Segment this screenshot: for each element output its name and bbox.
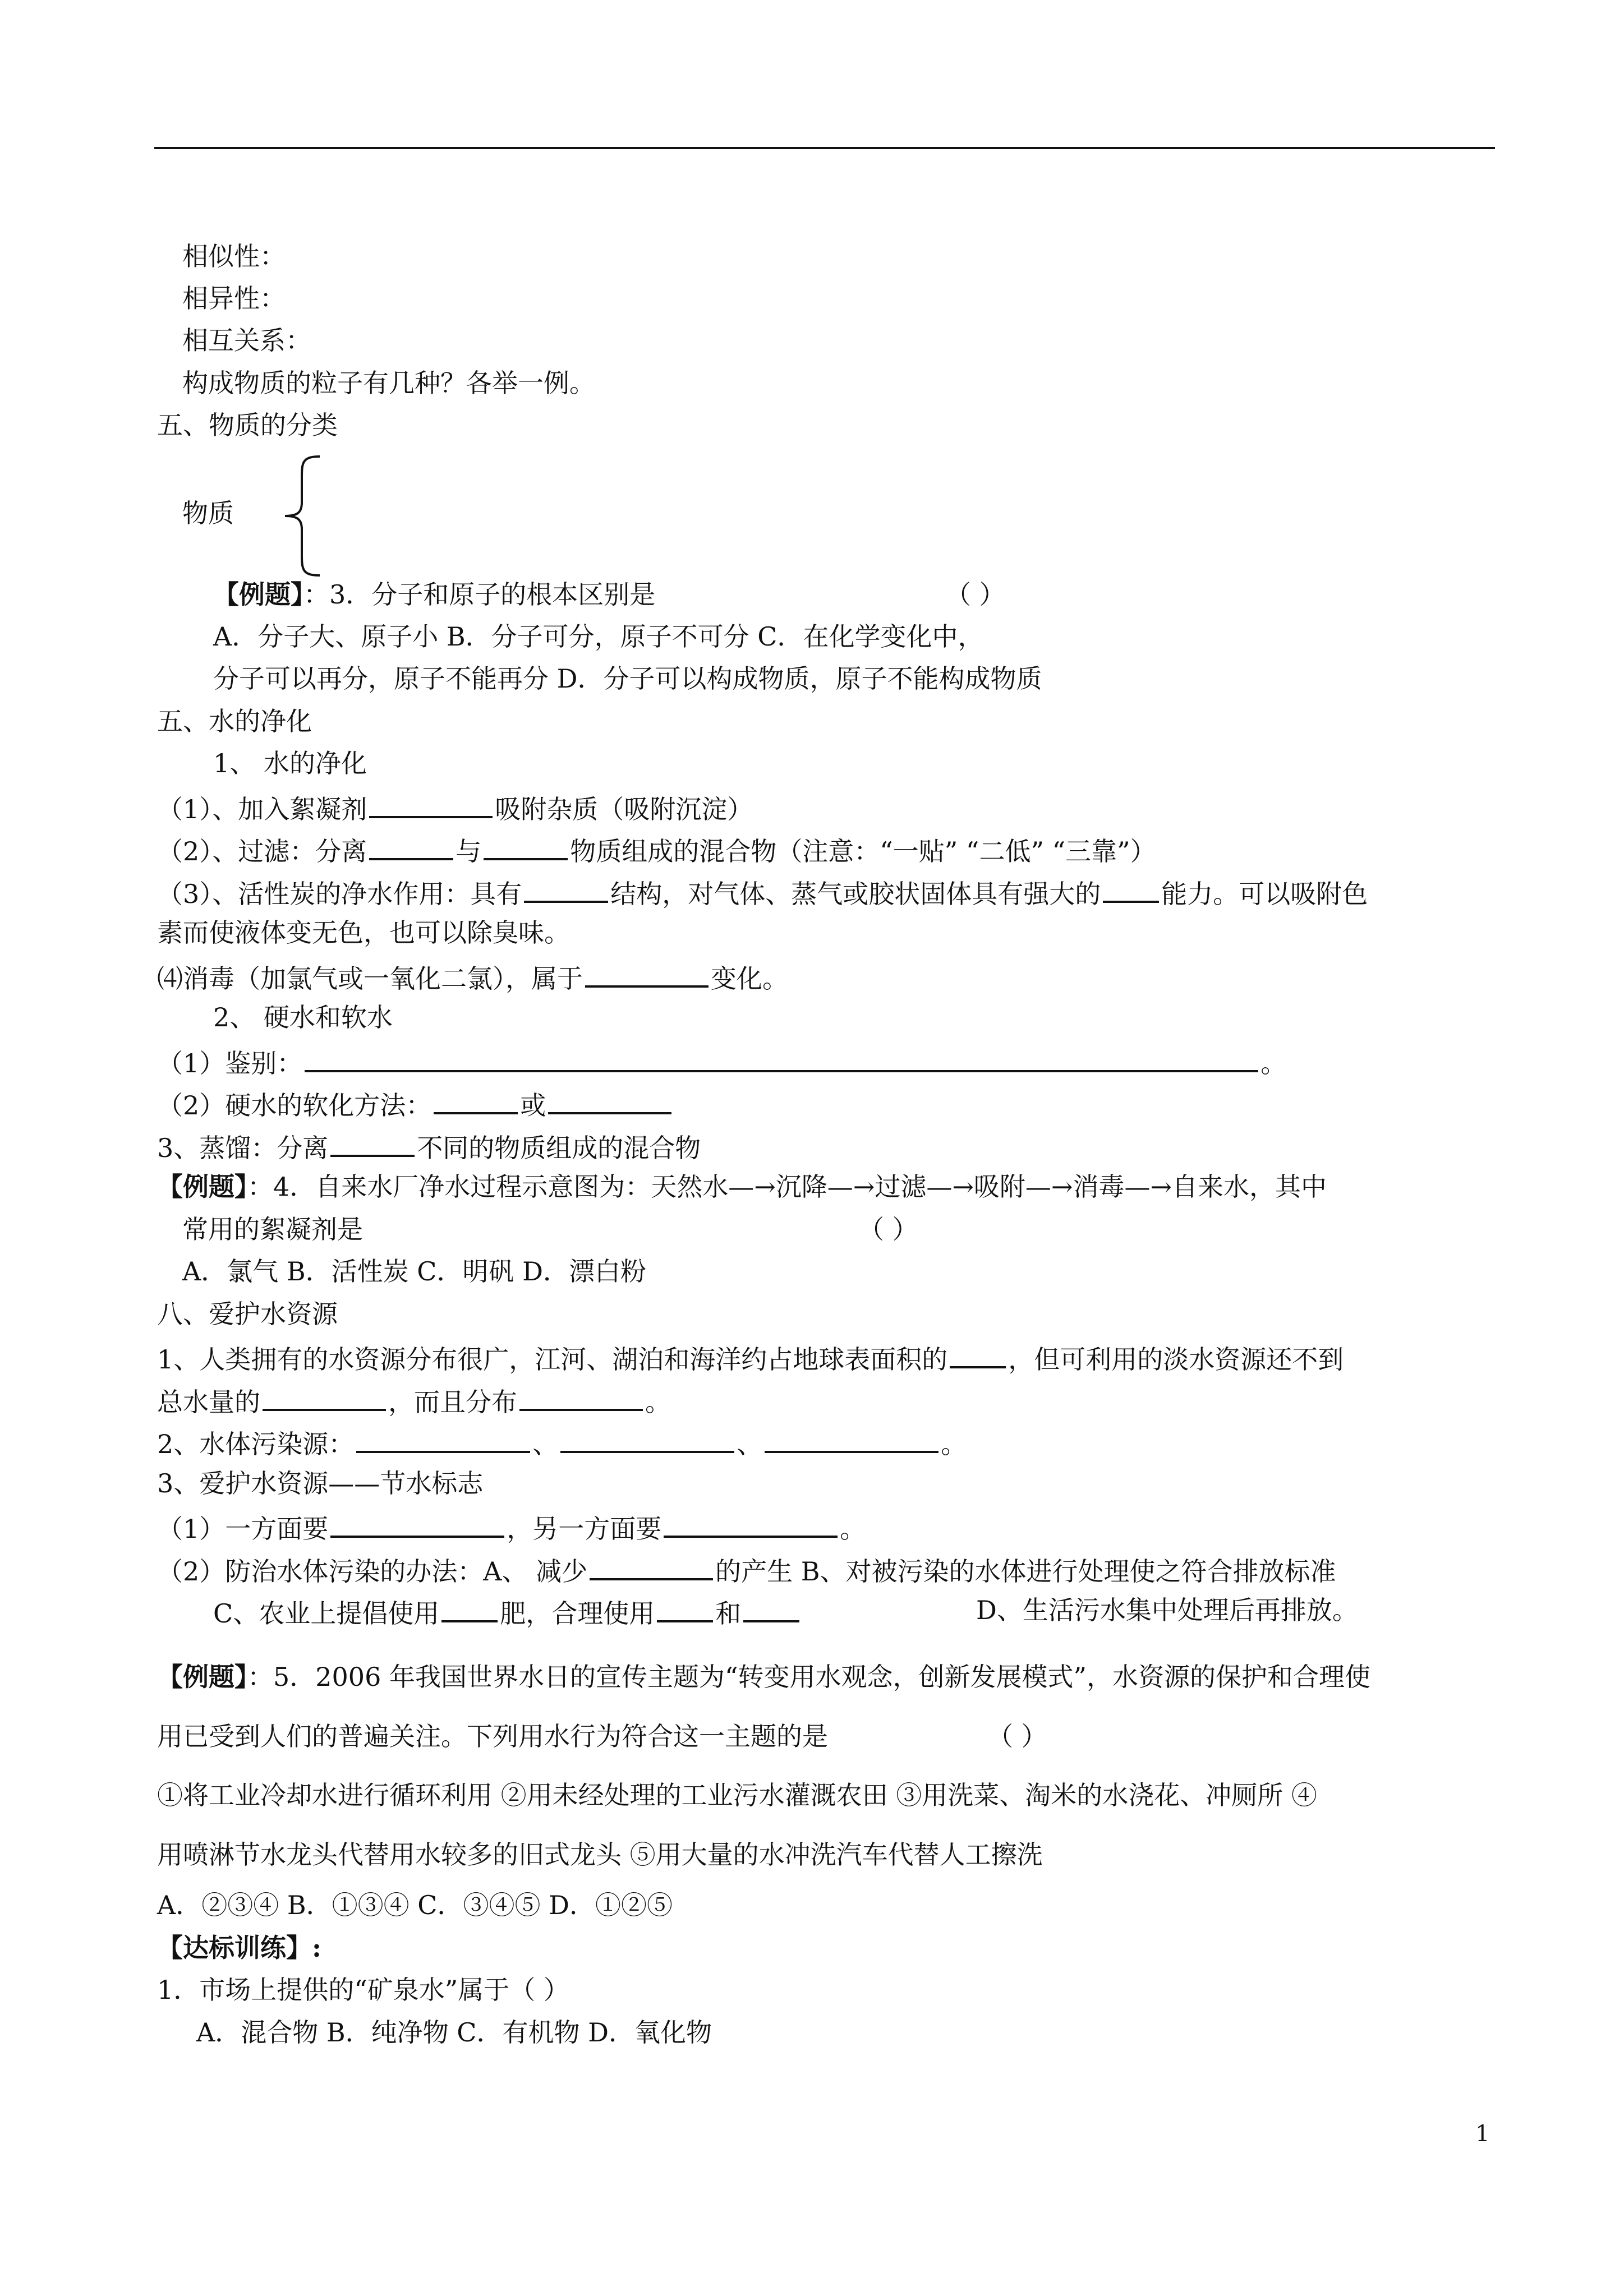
header-rule [154,147,1495,149]
text-span: 肥，合理使用 [500,1598,655,1629]
example-line [213,578,655,611]
example-line [157,1170,1327,1204]
text-label: 物质 [182,498,234,528]
text-span: 、 [737,1429,763,1459]
text-span: 1、人类拥有的水资源分布很广，江河、湖泊和海洋约占地球表面积的 [157,1344,948,1375]
fill-blank [765,1424,938,1453]
section-heading: 八、爱护水资源 [157,1299,338,1329]
fill-blank [1103,874,1159,903]
example-question: ：4．自来水厂净水过程示意图为：天然水—→沉降—→过滤—→吸附—→消毒—→自来水，其中 [247,1172,1327,1202]
text-span: （2）硬水的软化方法： [157,1090,432,1121]
text-span: 或 [520,1090,546,1121]
text-line: 3、爱护水资源——节水标志 [157,1468,484,1499]
brace-icon [280,454,325,578]
fill-blank [950,1339,1006,1368]
text-line [157,958,788,995]
fill-blank [330,1128,415,1157]
fill-blank [369,789,493,818]
text-line [213,1593,802,1630]
text-line: 素而使液体变无色，也可以除臭味。 [157,918,570,948]
text-span: ，而且分布 [388,1387,517,1417]
example-question: ：3．分子和原子的根本区别是 [303,579,656,610]
fill-blank [657,1593,713,1622]
text-line: 相互关系： [182,325,311,356]
example-tag: 【例题】 [157,1662,247,1692]
example-tag: 【例题】 [157,1172,247,1202]
text-span: 。 [1260,1048,1287,1078]
text-span: ⑷消毒（加氯气或一氧化二氯），属于 [157,963,583,994]
text-span: ，但可利用的淡水资源还不到 [1008,1344,1344,1375]
section-heading: 五、水的净化 [157,706,312,736]
text-span: 、 [532,1429,559,1459]
option-line: A．氯气 B．活性炭 C．明矾 D．漂白粉 [182,1256,646,1287]
text-line [157,1339,1344,1376]
text-span: （2）、过滤：分离 [157,836,367,866]
text-span: C、农业上提倡使用 [213,1598,440,1629]
subsection-heading: 2、 硬水和软水 [213,1002,393,1032]
text-line: 相异性： [182,283,286,313]
text-span: 。 [840,1514,866,1544]
fill-blank [590,1551,713,1580]
option-line: A．分子大、原子小 B．分子可分，原子不可分 C．在化学变化中， [213,621,984,652]
fill-blank [330,1509,504,1538]
text-span: 和 [715,1598,742,1629]
text-span: （1）一方面要 [157,1514,329,1544]
section-heading: 五、物质的分类 [157,410,338,440]
example-line: 用已受到人们的普遍关注。下列用水行为符合这一主题的是 [157,1721,828,1751]
text-span: （3）、活性炭的净水作用：具有 [157,879,522,909]
section-heading: 【达标训练】: [157,1933,321,1963]
fill-blank [305,1043,1258,1072]
answer-paren: （ ） [858,1214,918,1244]
text-span: 能力。可以吸附色 [1161,879,1368,909]
text-span: 与 [456,836,482,866]
text-span: 。 [645,1387,671,1417]
text-line: D、生活污水集中处理后再排放。 [976,1595,1358,1625]
text-span: （1）鉴别： [157,1048,303,1078]
fill-blank [585,958,709,988]
option-line: A．②③④ B．①③④ C．③④⑤ D．①②⑤ [157,1890,673,1920]
answer-paren: （ ） [945,579,1005,610]
fill-blank [524,874,608,903]
example-tag: 【例题】 [213,579,303,610]
fill-blank [519,1382,643,1411]
fill-blank [434,1085,518,1114]
text-span: 物质组成的混合物（注意：“一贴” “二低” “三靠”） [570,836,1156,866]
option-line: A．混合物 B．纯净物 C．有机物 D．氧化物 [196,2017,712,2048]
example-question: ：5．2006 年我国世界水日的宣传主题为“转变用水观念，创新发展模式”，水资源的保护和合理使 [247,1662,1370,1692]
text-line [157,1043,1286,1080]
example-line [157,1660,1370,1694]
fill-blank [548,1085,671,1114]
text-span: ，另一方面要 [507,1514,662,1544]
text-line [157,789,753,826]
text-span: 不同的物质组成的混合物 [417,1133,701,1163]
text-span: 结构，对气体、蒸气或胶状固体具有强大的 [610,879,1101,909]
option-line: 用喷淋节水龙头代替用水较多的旧式龙头 ⑤用大量的水冲洗汽车代替人工擦洗 [157,1839,1043,1870]
text-span: 总水量的 [157,1387,260,1417]
question-line: 1．市场上提供的“矿泉水”属于（ ） [157,1975,569,2005]
text-span: （1）、加入絮凝剂 [157,794,367,824]
text-line [157,1424,967,1461]
fill-blank [356,1424,530,1453]
fill-blank [263,1382,386,1411]
fill-blank [664,1509,838,1538]
text-span: 的产生 B、对被污染的水体进行处理使之符合排放标准 [715,1556,1336,1587]
text-line [157,1551,1336,1588]
fill-blank [560,1424,734,1453]
fill-blank [441,1593,498,1622]
fill-blank [743,1593,799,1622]
text-line: 构成物质的粒子有几种？各举一例。 [182,368,595,398]
text-line [157,874,1368,911]
option-line: ①将工业冷却水进行循环利用 ②用未经处理的工业污水灌溉农田 ③用洗菜、淘米的水浇花、冲厕所 ④ [157,1780,1317,1810]
text-line [157,1128,701,1165]
text-span: 吸附杂质（吸附沉淀） [495,794,753,824]
answer-paren: （ ） [987,1721,1047,1751]
fill-blank [484,831,568,860]
text-span: （2）防治水体污染的办法：A、 减少 [157,1556,588,1587]
text-span: 2、水体污染源： [157,1429,355,1459]
page-number: 1 [1475,2121,1490,2147]
text-line: 相似性： [182,241,286,271]
example-line: 常用的絮凝剂是 [182,1214,363,1244]
option-line: 分子可以再分，原子不能再分 D．分子可以构成物质，原子不能构成物质 [213,663,1042,694]
text-line [157,1085,674,1122]
subsection-heading: 1、 水的净化 [213,748,367,778]
fill-blank [369,831,453,860]
text-span: 3、蒸馏：分离 [157,1133,329,1163]
text-line [157,1509,866,1546]
text-line [157,1382,671,1419]
text-span: 。 [941,1429,967,1459]
text-line [157,831,1156,868]
text-span: 变化。 [711,963,788,994]
